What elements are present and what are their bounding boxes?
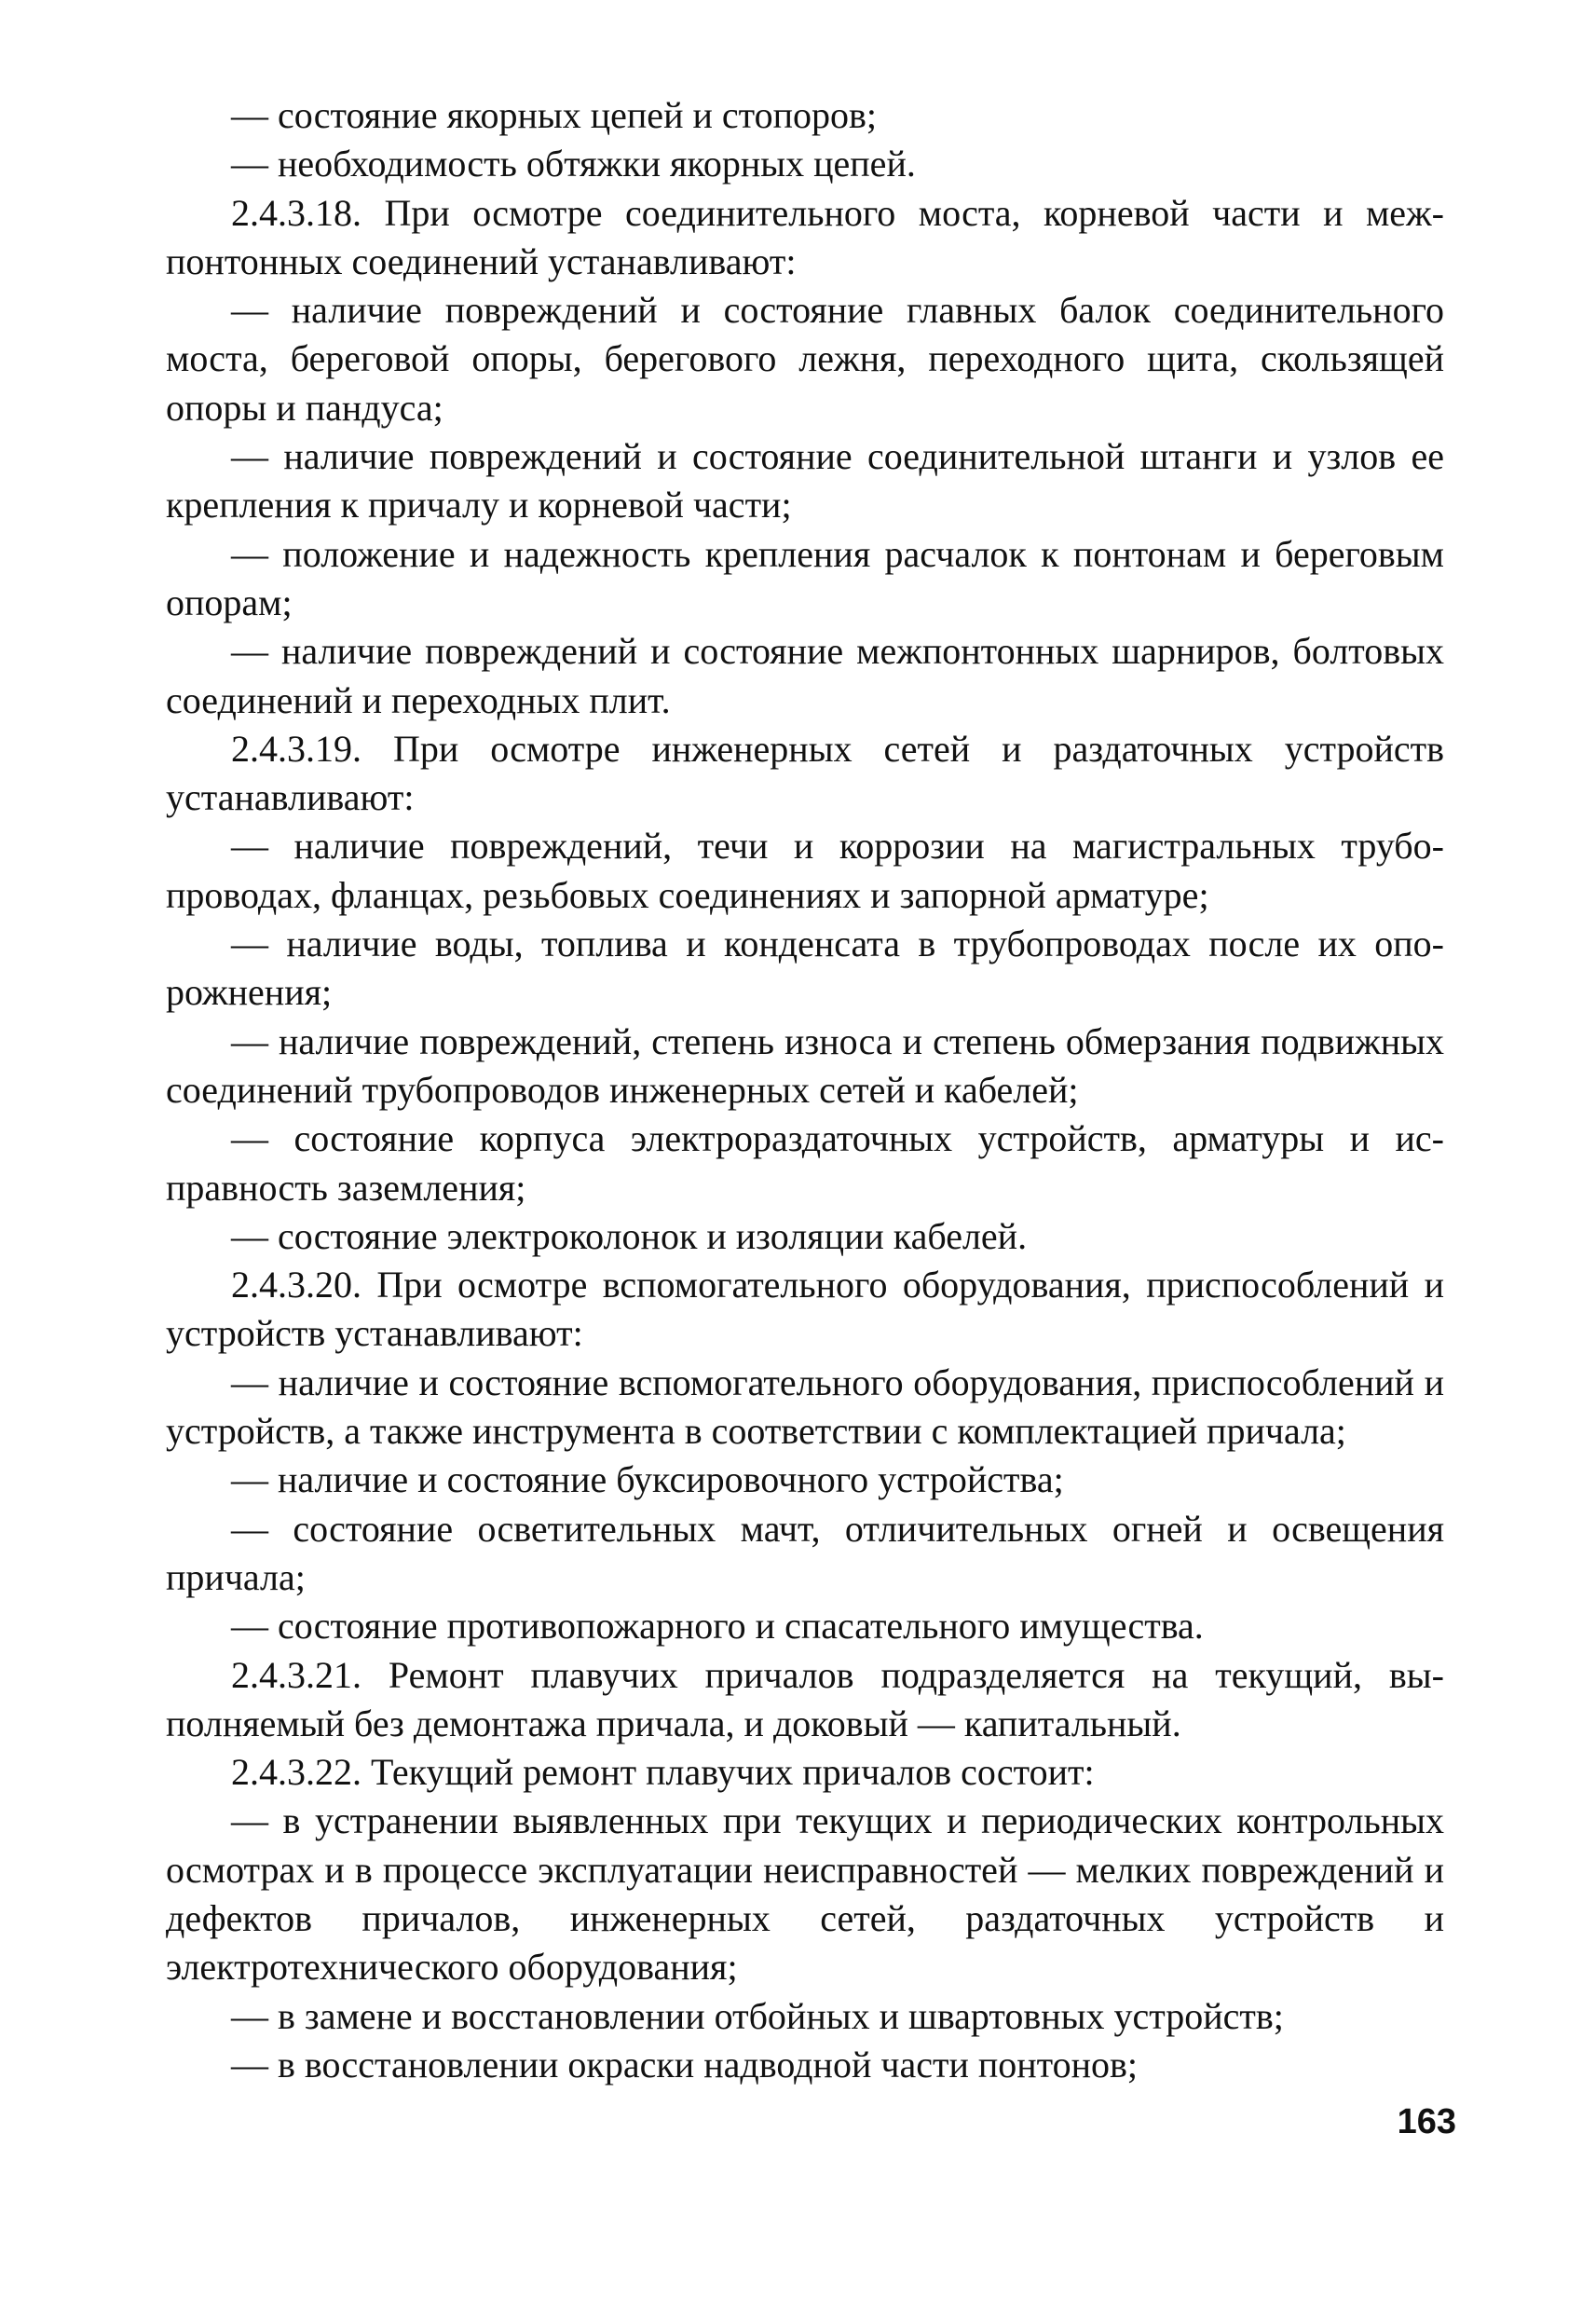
list-item: — наличие повреждений и состояние главных балок соединительного моста, береговой опоры, берегового лежня, переходного щита, скользящей опоры и пандуса; — [166, 289, 1444, 429]
list-item: — в замене и восстановлении отбойных и швартовных устройств; — [231, 1994, 1284, 2037]
section-paragraph-2-4-3-22: 2.4.3.22. Текущий ремонт плавучих причалов состоит: — [231, 1751, 1095, 1794]
page-body — [166, 91, 1444, 2089]
list-item: — состояние противопожарного и спасательного имущества. — [231, 1605, 1204, 1648]
section-paragraph-2-4-3-21: 2.4.3.21. Ремонт плавучих причалов подразделяется на текущий, выполняемый без демонтажа причала, и доковый — капитальный. — [166, 1653, 1444, 1744]
text-line: — необходимость обтяжки якорных цепей. — [231, 143, 916, 185]
text-line: — состояние якорных цепей и стопоров; — [231, 94, 877, 136]
list-item: — наличие воды, топлива и конденсата в трубопроводах после их опорожнения; — [166, 923, 1444, 1014]
list-item: — состояние корпуса электрораздаточных устройств, арматуры и исправность заземления; — [166, 1117, 1444, 1209]
list-item: — наличие повреждений и состояние межпонтонных шарниров, болтовых соединений и переходных плит. — [166, 630, 1444, 721]
list-item: — состояние осветительных мачт, отличительных огней и освещения причала; — [166, 1507, 1444, 1598]
page-number: 163 — [1397, 2102, 1456, 2141]
section-paragraph-2-4-3-18: 2.4.3.18. При осмотре соединительного моста, корневой части и межпонтонных соединений устанавливают: — [166, 191, 1444, 282]
list-item: — состояние электроколонок и изоляции кабелей. — [231, 1214, 1028, 1257]
list-item: — наличие повреждений и состояние соединительной штанги и узлов ее крепления к причалу и корневой части; — [166, 435, 1444, 526]
list-item: — наличие повреждений, течи и коррозии на магистральных трубопроводах, фланцах, резьбовых соединениях и запорной арматуре; — [166, 825, 1444, 916]
list-item: — положение и надежность крепления расчалок к понтонам и береговым опорам; — [166, 532, 1444, 623]
list-item: — наличие и состояние вспомогательного оборудования, приспособлений и устройств, а также инструмента в соответствии с комплектацией причала; — [166, 1361, 1444, 1453]
section-paragraph-2-4-3-19: 2.4.3.19. При осмотре инженерных сетей и раздаточных устройств устанавливают: — [166, 727, 1444, 819]
list-item: — в устранении выявленных при текущих и периодических контрольных осмотрах и в процессе эксплуатации неисправностей — мелких повреждений и дефектов причалов, инженерных сетей, раздаточных устройств и электротехнического оборудования; — [166, 1799, 1444, 1989]
section-paragraph-2-4-3-20: 2.4.3.20. При осмотре вспомогательного оборудования, приспособлений и устройств устанавливают: — [166, 1264, 1444, 1355]
list-item: — в восстановлении окраски надводной части понтонов; — [231, 2043, 1139, 2085]
list-item: — наличие и состояние буксировочного устройства; — [231, 1458, 1064, 1501]
list-item: — наличие повреждений, степень износа и степень обмерзания подвижных соединений трубопроводов инженерных сетей и кабелей; — [166, 1019, 1444, 1111]
